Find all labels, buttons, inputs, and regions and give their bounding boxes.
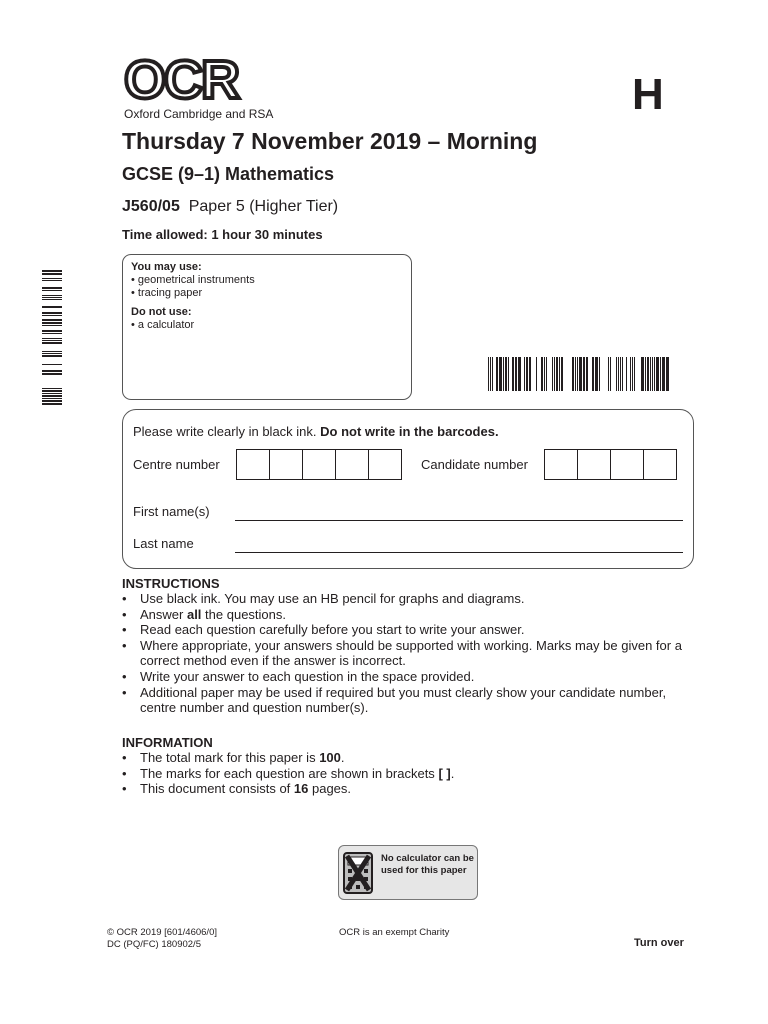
information-item: • The total mark for this paper is 100. bbox=[122, 750, 682, 766]
paper-name: Paper 5 (Higher Tier) bbox=[188, 198, 339, 215]
last-name-field[interactable] bbox=[235, 552, 683, 553]
centre-number-digit[interactable] bbox=[236, 449, 270, 480]
barcode-bar bbox=[586, 357, 588, 391]
barcode-bar bbox=[656, 357, 659, 391]
instructions-section bbox=[122, 576, 682, 716]
do-not-use-heading: Do not use: bbox=[131, 306, 192, 318]
instructions-heading: INSTRUCTIONS bbox=[122, 576, 220, 591]
copyright-text: © OCR 2019 [601/4606/0] bbox=[107, 927, 217, 938]
barcode-bar bbox=[666, 357, 669, 391]
time-allowed: Time allowed: 1 hour 30 minutes bbox=[122, 227, 323, 242]
barcode-bar bbox=[577, 357, 578, 391]
side-barcode-bar bbox=[42, 297, 62, 298]
centre-number-digit[interactable] bbox=[335, 449, 369, 480]
side-barcode-bar bbox=[42, 400, 62, 402]
barcode-bar bbox=[645, 357, 646, 391]
side-barcode-bar bbox=[42, 287, 62, 289]
barcode-bar bbox=[572, 357, 574, 391]
candidate-number-digit[interactable] bbox=[577, 449, 611, 480]
side-barcode-bar bbox=[42, 355, 62, 357]
logo-subtitle: Oxford Cambridge and RSA bbox=[124, 107, 274, 121]
footer-left bbox=[107, 927, 217, 951]
barcode-bar bbox=[592, 357, 594, 391]
subject-title: GCSE (9–1) Mathematics bbox=[122, 164, 335, 184]
paper-barcode bbox=[488, 357, 672, 399]
side-barcode-bar bbox=[42, 373, 62, 375]
barcode-bar bbox=[536, 357, 537, 391]
side-barcode-bar bbox=[42, 315, 62, 316]
barcode-bar bbox=[515, 357, 517, 391]
side-barcode-bar bbox=[42, 351, 62, 352]
barcode-bar bbox=[608, 357, 609, 391]
barcode-bar bbox=[505, 357, 507, 391]
barcode-bar bbox=[552, 357, 553, 391]
side-barcode-bar bbox=[42, 290, 62, 291]
side-barcode-bar bbox=[42, 299, 62, 300]
charity-text: OCR is an exempt Charity bbox=[339, 927, 450, 938]
barcode-bar bbox=[599, 357, 600, 391]
barcode-bar bbox=[616, 357, 617, 391]
barcode-bar bbox=[654, 357, 655, 391]
first-name-field[interactable] bbox=[235, 520, 683, 521]
information-section bbox=[122, 735, 682, 797]
barcode-bar bbox=[488, 357, 489, 391]
barcode-bar bbox=[499, 357, 502, 391]
barcode-bar bbox=[622, 357, 623, 391]
barcode-bar bbox=[618, 357, 619, 391]
centre-number-field[interactable] bbox=[237, 449, 402, 480]
instruction-item: • Use black ink. You may use an HB pencil for graphs and diagrams. bbox=[122, 591, 682, 607]
instructions-list bbox=[122, 591, 682, 716]
side-barcode-bar bbox=[42, 403, 62, 405]
do-not-use-item: • a calculator bbox=[131, 319, 195, 331]
barcode-bar bbox=[647, 357, 649, 391]
side-barcode-bar bbox=[42, 393, 62, 394]
barcode-bar bbox=[518, 357, 521, 391]
barcode-bar bbox=[544, 357, 545, 391]
barcode-bar bbox=[620, 357, 621, 391]
barcode-bar bbox=[595, 357, 598, 391]
centre-number-digit[interactable] bbox=[302, 449, 336, 480]
instruction-item: • Where appropriate, your answers should be supported with working. Marks may be given for a correct method even if the answer is incorrect. bbox=[122, 638, 682, 669]
candidate-number-label: Candidate number bbox=[421, 457, 528, 472]
information-heading: INFORMATION bbox=[122, 735, 213, 750]
side-barcode-bar bbox=[42, 395, 62, 397]
barcode-bar bbox=[634, 357, 635, 391]
side-barcode-bar bbox=[42, 338, 62, 339]
centre-number-digit[interactable] bbox=[269, 449, 303, 480]
barcode-bar bbox=[556, 357, 558, 391]
side-barcode-bar bbox=[42, 306, 62, 308]
may-use-item: • tracing paper bbox=[131, 287, 203, 299]
barcode-bar bbox=[660, 357, 661, 391]
instruction-item: • Additional paper may be used if required but you must clearly show your candidate number, centre number and question number(s). bbox=[122, 685, 682, 716]
barcode-bar bbox=[626, 357, 627, 391]
ocr-logo-lettering: OCR bbox=[124, 56, 238, 102]
barcode-bar bbox=[526, 357, 528, 391]
no-calculator-notice bbox=[338, 845, 478, 900]
barcode-bar bbox=[561, 357, 563, 391]
side-barcode-bar bbox=[42, 319, 62, 321]
side-barcode-bar bbox=[42, 322, 62, 324]
no-calculator-text: No calculator can be used for this paper bbox=[381, 853, 474, 876]
barcode-bar bbox=[492, 357, 493, 391]
side-barcode-bar bbox=[42, 330, 62, 332]
barcode-bar bbox=[554, 357, 555, 391]
barcode-bar bbox=[650, 357, 651, 391]
barcode-bar bbox=[575, 357, 576, 391]
may-use-heading: You may use: bbox=[131, 261, 202, 273]
crossed-calculator-icon bbox=[343, 852, 373, 894]
ink-instruction bbox=[133, 424, 499, 439]
may-use-item: • geometrical instruments bbox=[131, 274, 255, 286]
barcode-bar bbox=[524, 357, 525, 391]
barcode-bar bbox=[579, 357, 582, 391]
barcode-bar bbox=[559, 357, 560, 391]
barcode-bar bbox=[630, 357, 631, 391]
ink-instruction-plain: Please write clearly in black ink. bbox=[133, 424, 317, 439]
instruction-item: • Write your answer to each question in the space provided. bbox=[122, 669, 682, 685]
barcode-bar bbox=[529, 357, 531, 391]
barcode-bar bbox=[610, 357, 611, 391]
candidate-number-digit[interactable] bbox=[544, 449, 578, 480]
side-barcode-graphic bbox=[30, 270, 64, 412]
equipment-box bbox=[122, 254, 412, 400]
side-barcode-bar bbox=[42, 353, 62, 354]
centre-number-label: Centre number bbox=[133, 457, 220, 472]
side-barcode-bar bbox=[42, 340, 62, 341]
instruction-item: • Answer all the questions. bbox=[122, 607, 682, 623]
candidate-number-digit[interactable] bbox=[643, 449, 677, 480]
barcode-bar bbox=[546, 357, 547, 391]
candidate-details-box bbox=[122, 409, 694, 569]
dc-code-text: DC (PQ/FC) 180902/5 bbox=[107, 939, 201, 950]
side-barcode-bar bbox=[42, 333, 62, 334]
side-barcode-bar bbox=[42, 280, 62, 281]
side-barcode-bar bbox=[42, 325, 62, 326]
information-item: • This document consists of 16 pages. bbox=[122, 781, 682, 797]
candidate-number-digit[interactable] bbox=[610, 449, 644, 480]
tier-letter: H bbox=[632, 70, 664, 119]
side-barcode-bar bbox=[42, 278, 62, 279]
barcode-bar bbox=[503, 357, 504, 391]
information-list bbox=[122, 750, 682, 797]
paper-code: J560/05 bbox=[122, 198, 180, 215]
barcode-bar bbox=[583, 357, 585, 391]
side-barcode-bar bbox=[42, 390, 62, 392]
first-name-label: First name(s) bbox=[133, 504, 210, 519]
side-barcode-bar bbox=[42, 388, 62, 389]
paper-barcode-graphic bbox=[488, 357, 672, 399]
side-barcode-bar bbox=[42, 364, 62, 365]
barcode-bar bbox=[641, 357, 644, 391]
side-barcode-bar bbox=[42, 342, 62, 344]
barcode-bar bbox=[496, 357, 498, 391]
side-barcode-bar bbox=[42, 295, 62, 296]
instruction-item: • Read each question carefully before you start to write your answer. bbox=[122, 622, 682, 638]
side-barcode-bar bbox=[42, 370, 62, 372]
barcode-bar bbox=[508, 357, 509, 391]
paper-code-line bbox=[122, 198, 338, 216]
information-item: • The marks for each question are shown in brackets [ ]. bbox=[122, 766, 682, 782]
side-barcode-bar bbox=[42, 312, 62, 314]
exam-date: Thursday 7 November 2019 – Morning bbox=[122, 128, 538, 154]
last-name-label: Last name bbox=[133, 536, 194, 551]
barcode-bar bbox=[662, 357, 665, 391]
side-barcode-bar bbox=[42, 273, 62, 275]
ink-instruction-bold: Do not write in the barcodes. bbox=[320, 424, 499, 439]
side-barcode-bar bbox=[42, 398, 62, 399]
barcode-bar bbox=[490, 357, 491, 391]
side-barcode-bar bbox=[42, 270, 62, 272]
barcode-bar bbox=[541, 357, 543, 391]
side-barcode bbox=[30, 270, 64, 412]
barcode-bar bbox=[512, 357, 514, 391]
ocr-logo bbox=[124, 56, 284, 121]
candidate-number-field[interactable] bbox=[545, 449, 677, 480]
centre-number-digit[interactable] bbox=[368, 449, 402, 480]
barcode-bar bbox=[652, 357, 653, 391]
barcode-bar bbox=[632, 357, 633, 391]
ocr-logo-mark bbox=[124, 56, 280, 102]
turn-over-label: Turn over bbox=[634, 937, 684, 949]
